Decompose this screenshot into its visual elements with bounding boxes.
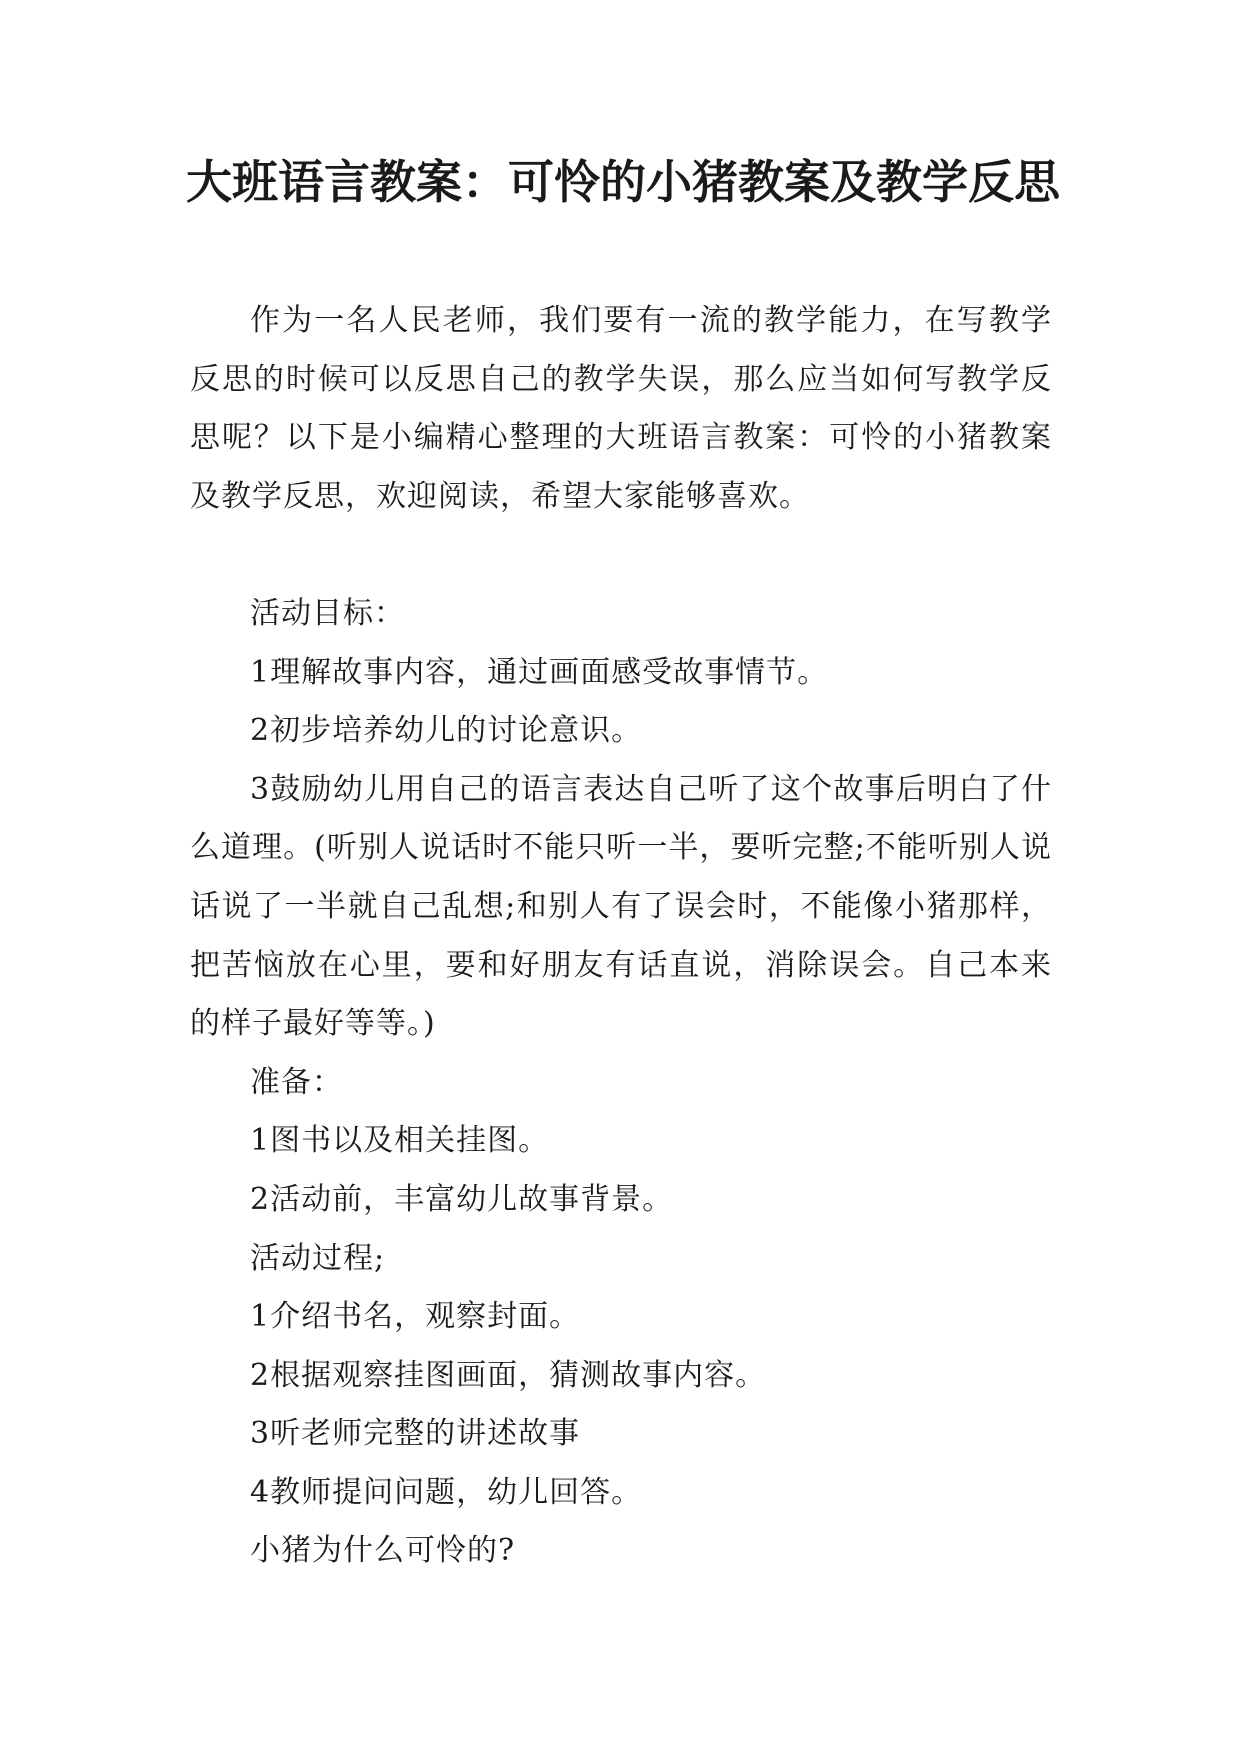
goal-item-3: 3鼓励幼儿用自己的语言表达自己听了这个故事后明白了什么道理。(听别人说话时不能只听一半，要听完整;不能听别人说话说了一半就自己乱想;和别人有了误会时，不能像小猪那样，把苦恼放在心里，要和好朋友有话直说，消除误会。自己本来的样子最好等等。) xyxy=(190,771,1052,1042)
document-title: 大班语言教案：可怜的小猪教案及教学反思 xyxy=(186,155,1060,209)
process-item-4: 4教师提问问题，幼儿回答。 xyxy=(250,1474,643,1510)
goal-item-2: 2初步培养幼儿的讨论意识。 xyxy=(250,713,643,749)
section-heading-goals: 活动目标： xyxy=(250,595,405,631)
goal-item-1: 1理解故事内容，通过画面感受故事情节。 xyxy=(250,654,829,690)
document-body xyxy=(190,292,1052,1581)
question-line: 小猪为什么可怜的? xyxy=(250,1533,516,1569)
intro-paragraph: 作为一名人民老师，我们要有一流的教学能力，在写教学反思的时候可以反思自己的教学失误，那么应当如何写教学反思呢？以下是小编精心整理的大班语言教案：可怜的小猪教案及教学反思，欢迎阅读，希望大家能够喜欢。 xyxy=(190,303,1052,514)
preparation-item-1: 1图书以及相关挂图。 xyxy=(250,1123,550,1159)
process-item-1: 1介绍书名，观察封面。 xyxy=(250,1299,581,1335)
preparation-item-2: 2活动前，丰富幼儿故事背景。 xyxy=(250,1181,674,1217)
section-heading-process: 活动过程; xyxy=(250,1240,386,1276)
section-heading-preparation: 准备： xyxy=(250,1064,343,1100)
process-item-2: 2根据观察挂图画面，猜测故事内容。 xyxy=(250,1357,767,1393)
process-item-3: 3听老师完整的讲述故事 xyxy=(250,1416,581,1452)
